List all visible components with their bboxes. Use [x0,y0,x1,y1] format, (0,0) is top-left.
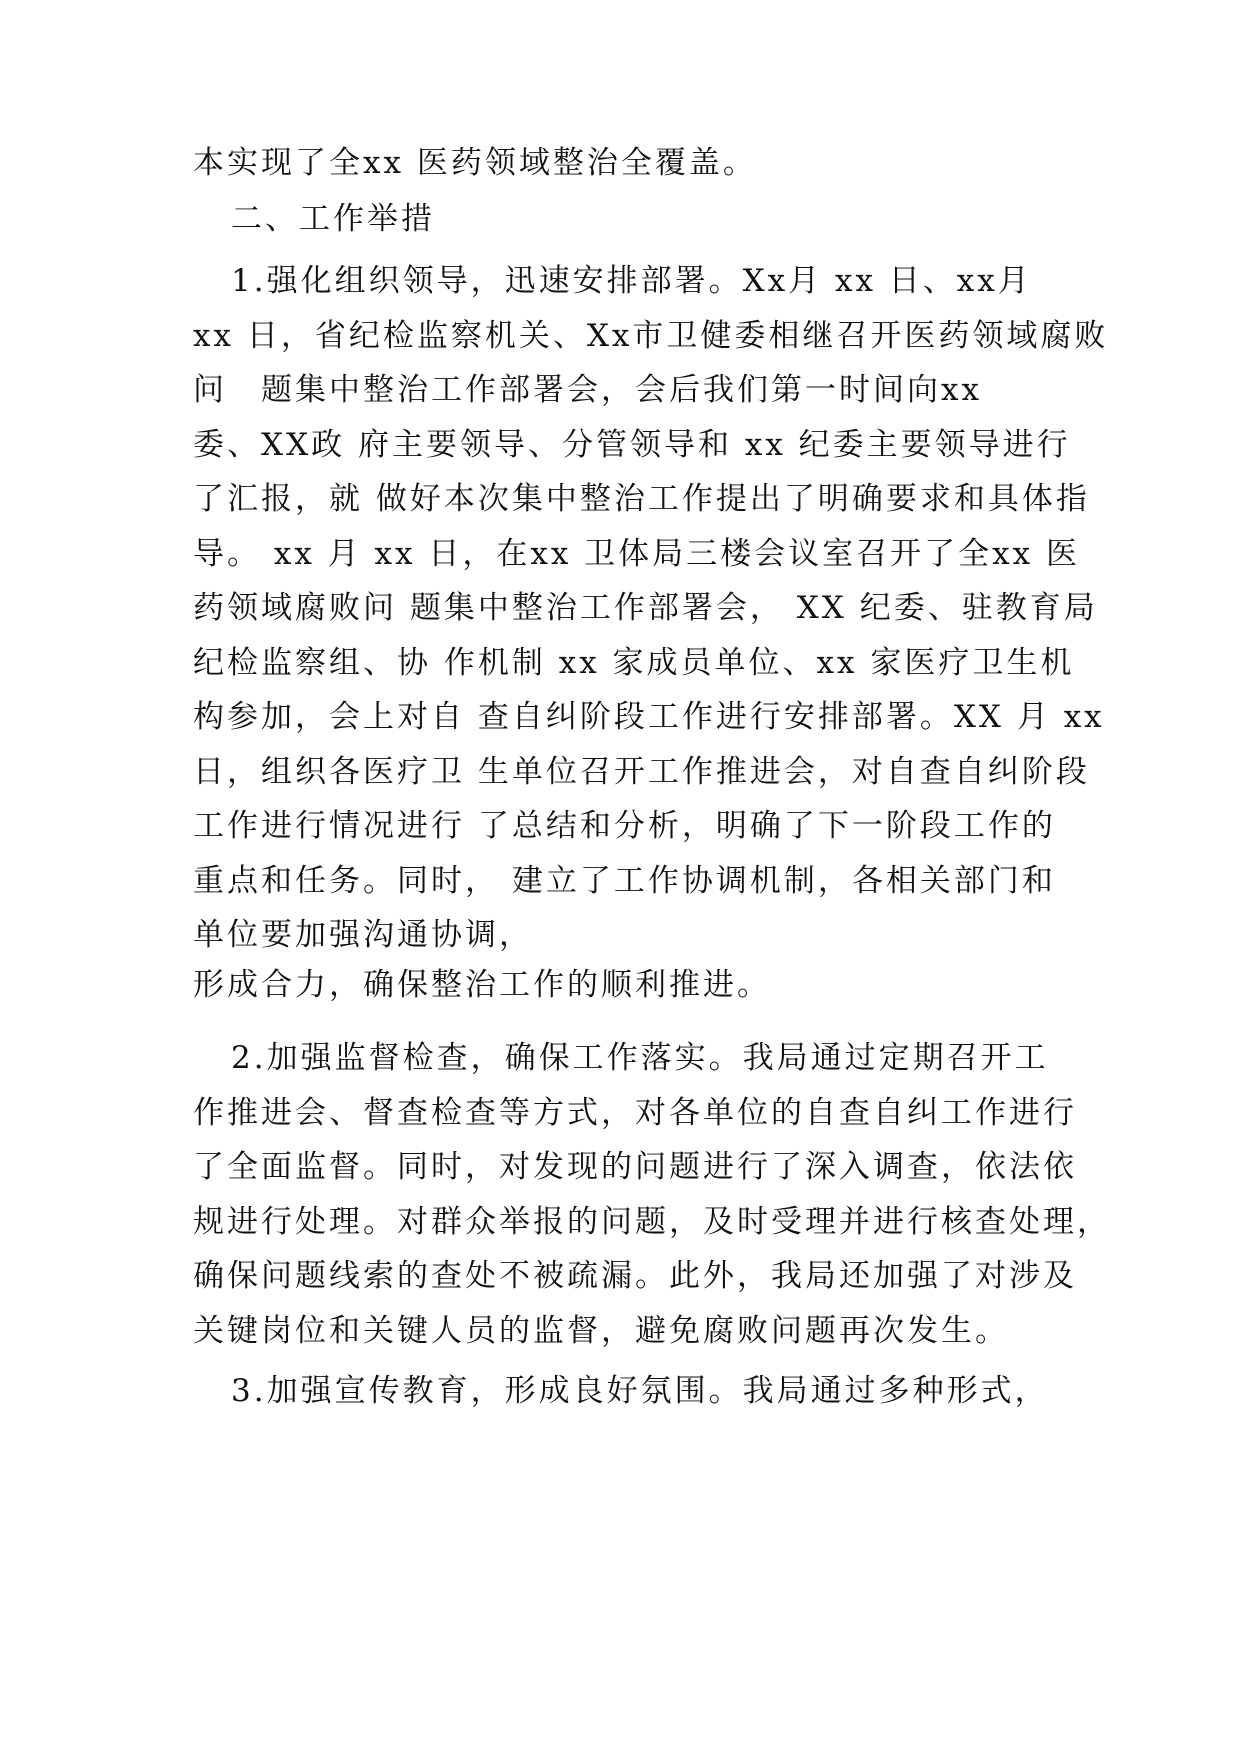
paragraph-1-line: 构参加，会上对自 查自纠阶段工作进行安排部署。XX 月 xx [193,699,1105,735]
paragraph-1-line: 工作进行情况进行 了总结和分析，明确了下一阶段工作的 [193,808,1056,844]
paragraph-2-line: 确保问题线索的查处不被疏漏。此外，我局还加强了对涉及 [193,1258,1077,1294]
text-line: 本实现了全xx 医药领域整治全覆盖。 [193,145,757,181]
paragraph-1-line: 问 题集中整治工作部署会，会后我们第一时间向xx [193,372,982,408]
paragraph-1-line: 药领域腐败问 题集中整治工作部署会， XX 纪委、驻教育局 [193,590,1098,626]
paragraph-1-line: 委、XX政 府主要领导、分管领导和 xx 纪委主要领导进行 [193,427,1071,463]
paragraph-1-line: 重点和任务。同时， 建立了工作协调机制，各相关部门和 [193,863,1056,899]
paragraph-1-line: 日，组织各医疗卫 生单位召开工作推进会，对自查自纠阶段 [193,754,1090,790]
paragraph-1-line: 形成合力，确保整治工作的顺利推进。 [193,967,771,1003]
paragraph-3-line: 3.加强宣传教育，形成良好氛围。我局通过多种形式， [231,1373,1049,1409]
paragraph-1-line: 了汇报，就 做好本次集中整治工作提出了明确要求和具体指 [193,481,1090,517]
paragraph-1-line: 单位要加强沟通协调， [193,917,533,953]
paragraph-2-line: 2.加强监督检查，确保工作落实。我局通过定期召开工 [231,1040,1049,1076]
section-heading: 二、工作举措 [231,201,435,237]
paragraph-2-line: 规进行处理。对群众举报的问题，及时受理并进行核查处理， [193,1204,1111,1240]
paragraph-1-line: 纪检监察组、协 作机制 xx 家成员单位、xx 家医疗卫生机 [193,645,1075,681]
paragraph-2-line: 关键岗位和关键人员的监督，避免腐败问题再次发生。 [193,1313,1009,1349]
paragraph-2-line: 作推进会、督查检查等方式，对各单位的自查自纠工作进行 [193,1095,1077,1131]
paragraph-1-line: 导。 xx 月 xx 日，在xx 卫体局三楼会议室召开了全xx 医 [193,536,1080,572]
paragraph-1-line: 1.强化组织领导，迅速安排部署。Xx月 xx 日、xx月 [231,263,1032,299]
paragraph-2-line: 了全面监督。同时，对发现的问题进行了深入调查，依法依 [193,1149,1077,1185]
paragraph-1-line: xx 日，省纪检监察机关、Xx市卫健委相继召开医药领域腐败 [193,318,1109,354]
